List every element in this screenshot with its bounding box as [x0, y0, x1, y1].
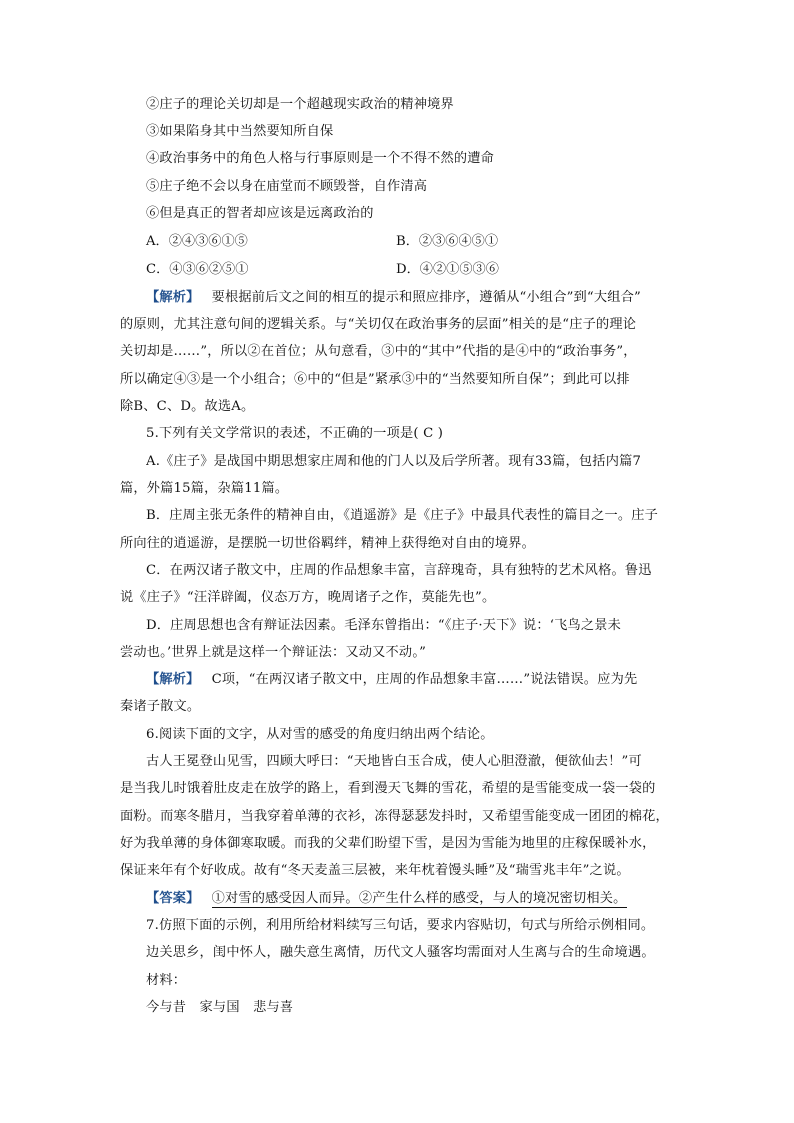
q7-materials: 今与昔 家与国 悲与喜 — [146, 1000, 294, 1015]
q5-analysis-line-1 — [146, 666, 680, 693]
q4-analysis-line-3: 关切却是……”，所以②在首位；从句意看，③中的“其中”代指的是④中的“政治事务”， — [120, 344, 637, 359]
q5-option-c-line-1: C．在两汉诸子散文中，庄周的作品想象丰富，言辞瑰奇，具有独特的艺术风格。鲁迅 — [146, 563, 652, 578]
q4-analysis-line-2: 的原则，尤其注意句间的逻辑关系。与“关切仅在政治事务的层面”相关的是“庄子的理论 — [120, 317, 637, 332]
q4-analysis-line-1 — [146, 284, 680, 311]
q4-item-4: ④政治事务中的角色人格与行事原则是一个不得不然的遭命 — [146, 151, 495, 166]
q5-analysis-label: 【解析】 — [146, 672, 200, 687]
q6-stem: 6.阅读下面的文字，从对雪的感受的角度归纳出两个结论。 — [146, 727, 494, 742]
q4-option-c: C．④③⑥②⑤① — [146, 262, 249, 277]
q4-item-5: ⑤庄子绝不会以身在庙堂而不顾毁誉，自作清高 — [146, 179, 428, 194]
q4-option-b: B．②③⑥④⑤① — [396, 234, 499, 249]
q5-analysis-text-1: C项，“在两汉诸子散文中，庄周的作品想象丰富……”说法错误。应为先 — [211, 672, 638, 687]
q5-option-c-line-2: 说《庄子》“汪洋辟阖，仪态万方，晚周诸子之作，莫能先也”。 — [120, 590, 496, 605]
q4-analysis-text-1: 要根据前后文之间的相互的提示和照应排序，遵循从“小组合”到“大组合” — [211, 290, 641, 305]
q4-analysis-line-4: 所以确定④③是一个小组合；⑥中的“但是”紧承③中的“当然要知所自保”；到此可以排 — [120, 372, 630, 387]
q6-answer-text: ①对雪的感受因人而异。②产生什么样的感受，与人的境况密切相关。 — [211, 891, 627, 906]
q5-option-a-line-2: 篇，外篇15篇，杂篇11篇。 — [120, 481, 289, 496]
q6-answer-label: 【答案】 — [146, 891, 200, 906]
q6-answer-line — [146, 885, 680, 912]
q4-item-3: ③如果陷身其中当然要知所自保 — [146, 124, 334, 139]
q5-option-b-line-1: B．庄周主张无条件的精神自由，《逍遥游》是《庄子》中最具代表性的篇目之一。庄子 — [146, 508, 659, 523]
q5-analysis-line-2: 秦诸子散文。 — [120, 699, 201, 714]
q4-analysis-line-5: 除B、C、D。故选A。 — [120, 399, 255, 414]
q4-option-a: A．②④③⑥①⑤ — [146, 234, 248, 249]
q7-material-label: 材料： — [146, 973, 187, 988]
q7-example: 边关思乡，闺中怀人，融失意生离情，历代文人骚客均需面对人生离与合的生命境遇。 — [146, 945, 655, 960]
q5-option-d-line-1: D．庄周思想也含有辩证法因素。毛泽东曾指出：“《庄子·天下》说：‘飞鸟之景未 — [146, 618, 622, 633]
q6-passage-line-5: 保证来年有个好收成。故有“冬天麦盖三层被，来年枕着馒头睡”及“瑞雪兆丰年”之说。 — [120, 863, 630, 878]
q6-passage-line-1: 古人王冕登山见雪，四顾大呼曰：“天地皆白玉合成，使人心胆澄澈，便欲仙去！”可 — [146, 754, 642, 769]
q5-option-a-line-1: A.《庄子》是战国中期思想家庄周和他的门人以及后学所著。现有33篇，包括内篇7 — [146, 454, 642, 469]
q5-option-d-line-2: 尝动也。’世界上就是这样一个辩证法：又动又不动。” — [120, 645, 427, 660]
q5-option-b-line-2: 所向往的逍遥游，是摆脱一切世俗羁绊，精神上获得绝对自由的境界。 — [120, 536, 536, 551]
q5-stem: 5.下列有关文学常识的表述，不正确的一项是( C ) — [146, 426, 444, 441]
q6-passage-line-3: 面粉。而寒冬腊月，当我穿着单薄的衣衫，冻得瑟瑟发抖时，又希望雪能变成一团团的棉花， — [120, 809, 669, 824]
q4-item-2: ②庄子的理论关切却是一个超越现实政治的精神境界 — [146, 97, 454, 112]
q4-item-6: ⑥但是真正的智者却应该是远离政治的 — [146, 206, 374, 221]
q4-analysis-label: 【解析】 — [146, 290, 200, 305]
q4-option-d: D．④②①⑤③⑥ — [396, 262, 499, 277]
q6-passage-line-4: 好为我单薄的身体御寒取暖。而我的父辈们盼望下雪，是因为雪能为地里的庄稼保暖补水， — [120, 836, 656, 851]
q6-passage-line-2: 是当我儿时饿着肚皮走在放学的路上，看到漫天飞舞的雪花，希望的是雪能变成一袋一袋的 — [120, 781, 656, 796]
q7-stem: 7.仿照下面的示例，利用所给材料续写三句话，要求内容贴切，句式与所给示例相同。 — [146, 918, 655, 933]
